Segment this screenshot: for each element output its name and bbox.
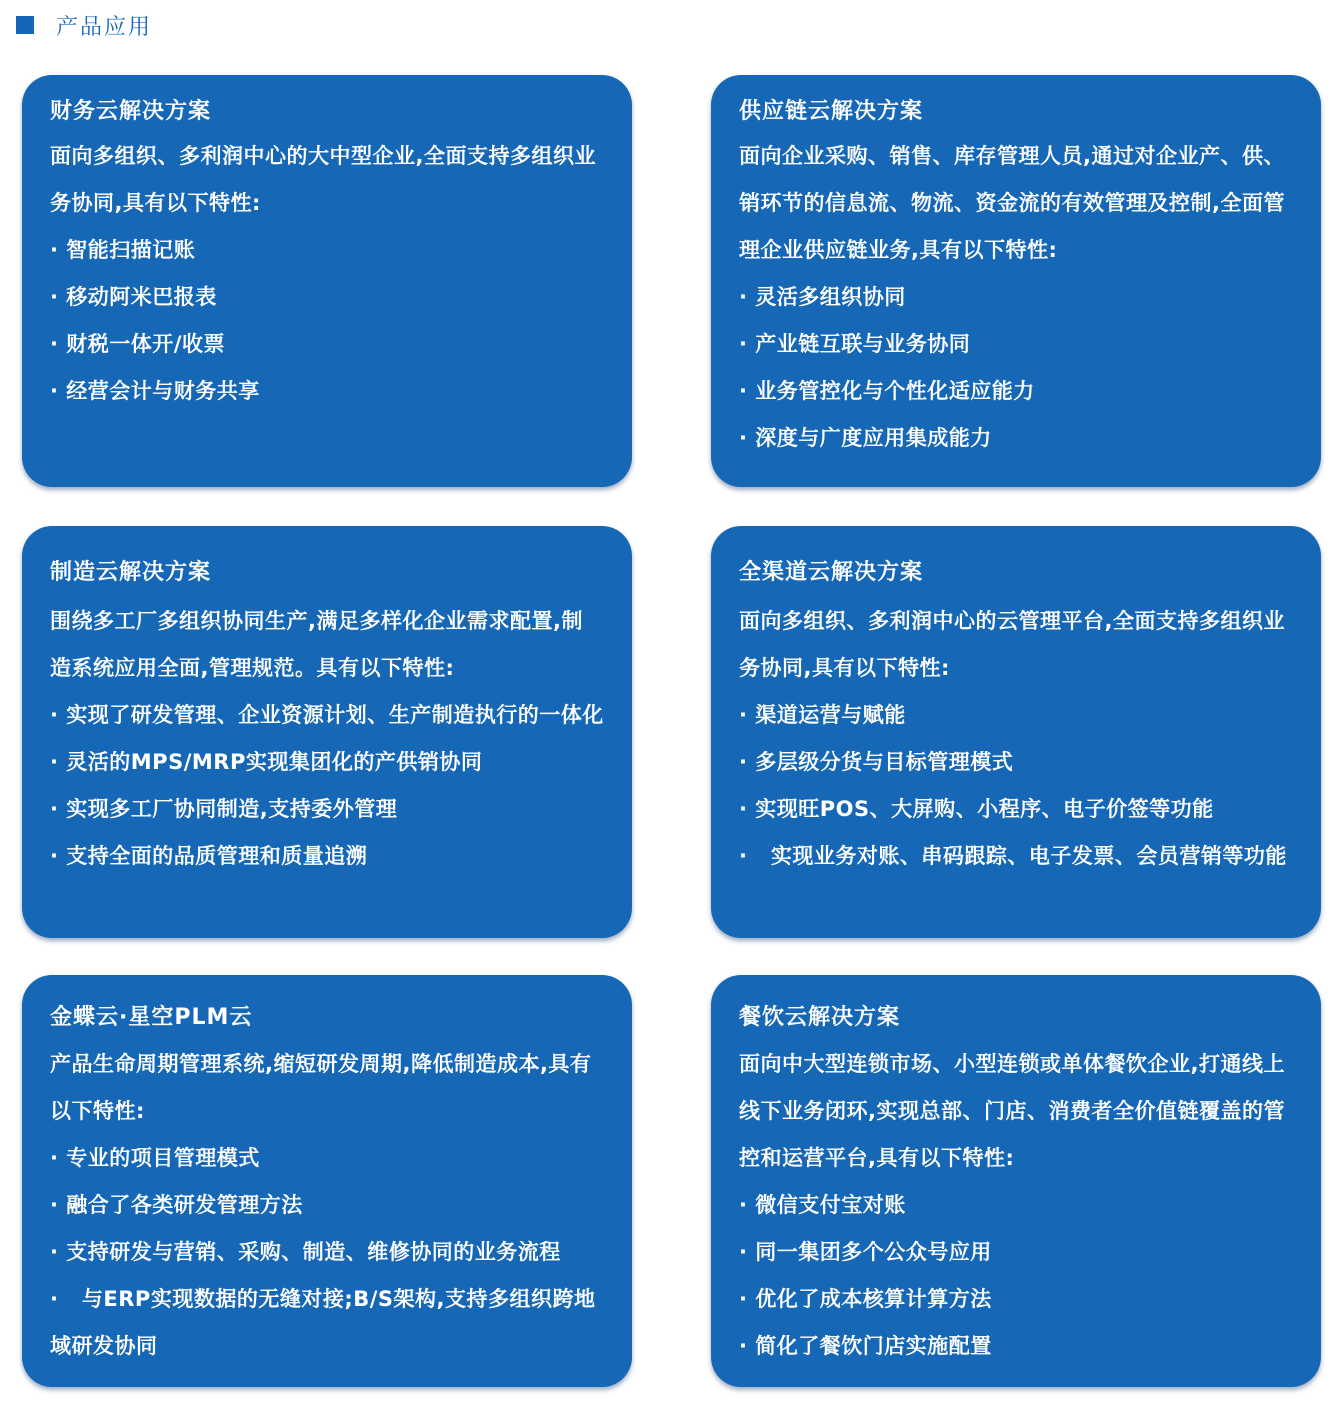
feature-list [50,692,604,880]
feature-item: · 业务管控化与个性化适应能力 [739,379,1035,403]
feature-item: · 微信支付宝对账 [739,1193,906,1217]
feature-list [739,692,1293,880]
feature-item: · 财税一体开/收票 [50,332,225,356]
feature-item: · 支持研发与营销、采购、制造、维修协同的业务流程 [50,1240,561,1264]
feature-list [739,274,1293,462]
feature-item: · 融合了各类研发管理方法 [50,1193,303,1217]
section-marker-square [16,16,34,34]
section-header [16,8,152,42]
feature-list [50,227,604,415]
feature-item: · 实现多工厂协同制造,支持委外管理 [50,797,398,821]
feature-item: · 灵活的MPS/MRP实现集团化的产供销协同 [50,750,483,774]
card-description: 面向多组织、多利润中心的大中型企业,全面支持多组织业务协同,具有以下特性: [50,144,596,215]
feature-item: · 多层级分货与目标管理模式 [739,750,1014,774]
card-description: 面向中大型连锁市场、小型连锁或单体餐饮企业,打通线上线下业务闭环,实现总部、门店、消费者全价值链覆盖的管控和运营平台,具有以下特性: [739,1052,1285,1170]
feature-item: · 支持全面的品质管理和质量追溯 [50,844,368,868]
card-title: 制造云解决方案 [50,560,212,585]
card-catering-cloud[interactable] [711,975,1321,1387]
feature-item: · 实现旺POS、大屏购、小程序、电子价签等功能 [739,797,1214,821]
card-title: 餐饮云解决方案 [739,1005,901,1030]
feature-list [50,1135,604,1370]
feature-item: · 智能扫描记账 [50,238,196,262]
card-title: 全渠道云解决方案 [739,560,924,585]
card-description: 围绕多工厂多组织协同生产,满足多样化企业需求配置,制造系统应用全面,管理规范。具有以下特性: [50,609,583,680]
feature-item: · 优化了成本核算计算方法 [739,1287,992,1311]
feature-item: · 同一集团多个公众号应用 [739,1240,992,1264]
card-description: 面向多组织、多利润中心的云管理平台,全面支持多组织业务协同,具有以下特性: [739,609,1285,680]
card-title: 金蝶云·星空PLM云 [50,1005,253,1030]
feature-item: · 产业链互联与业务协同 [739,332,971,356]
card-title: 供应链云解决方案 [739,99,924,124]
feature-item: · 与ERP实现数据的无缝对接;B/S架构,支持多组织跨地域研发协同 [50,1287,596,1358]
card-supply-chain-cloud[interactable] [711,75,1321,487]
card-description: 面向企业采购、销售、库存管理人员,通过对企业产、供、销环节的信息流、物流、资金流的有效管理及控制,全面管理企业供应链业务,具有以下特性: [739,144,1285,262]
card-description: 产品生命周期管理系统,缩短研发周期,降低制造成本,具有以下特性: [50,1052,592,1123]
card-omnichannel-cloud[interactable] [711,526,1321,938]
feature-item: · 经营会计与财务共享 [50,379,260,403]
card-title: 财务云解决方案 [50,99,212,124]
section-title: 产品应用 [56,14,153,40]
card-manufacturing-cloud[interactable] [22,526,632,938]
feature-item: · 灵活多组织协同 [739,285,906,309]
card-finance-cloud[interactable] [22,75,632,487]
feature-item: · 实现了研发管理、企业资源计划、生产制造执行的一体化 [50,703,604,727]
feature-item: · 深度与广度应用集成能力 [739,426,992,450]
feature-item: · 渠道运营与赋能 [739,703,906,727]
feature-item: · 实现业务对账、串码跟踪、电子发票、会员营销等功能 [739,844,1287,868]
feature-list [739,1182,1293,1370]
feature-item: · 移动阿米巴报表 [50,285,217,309]
feature-item: · 专业的项目管理模式 [50,1146,260,1170]
card-plm-cloud[interactable] [22,975,632,1387]
feature-item: · 简化了餐饮门店实施配置 [739,1334,992,1358]
